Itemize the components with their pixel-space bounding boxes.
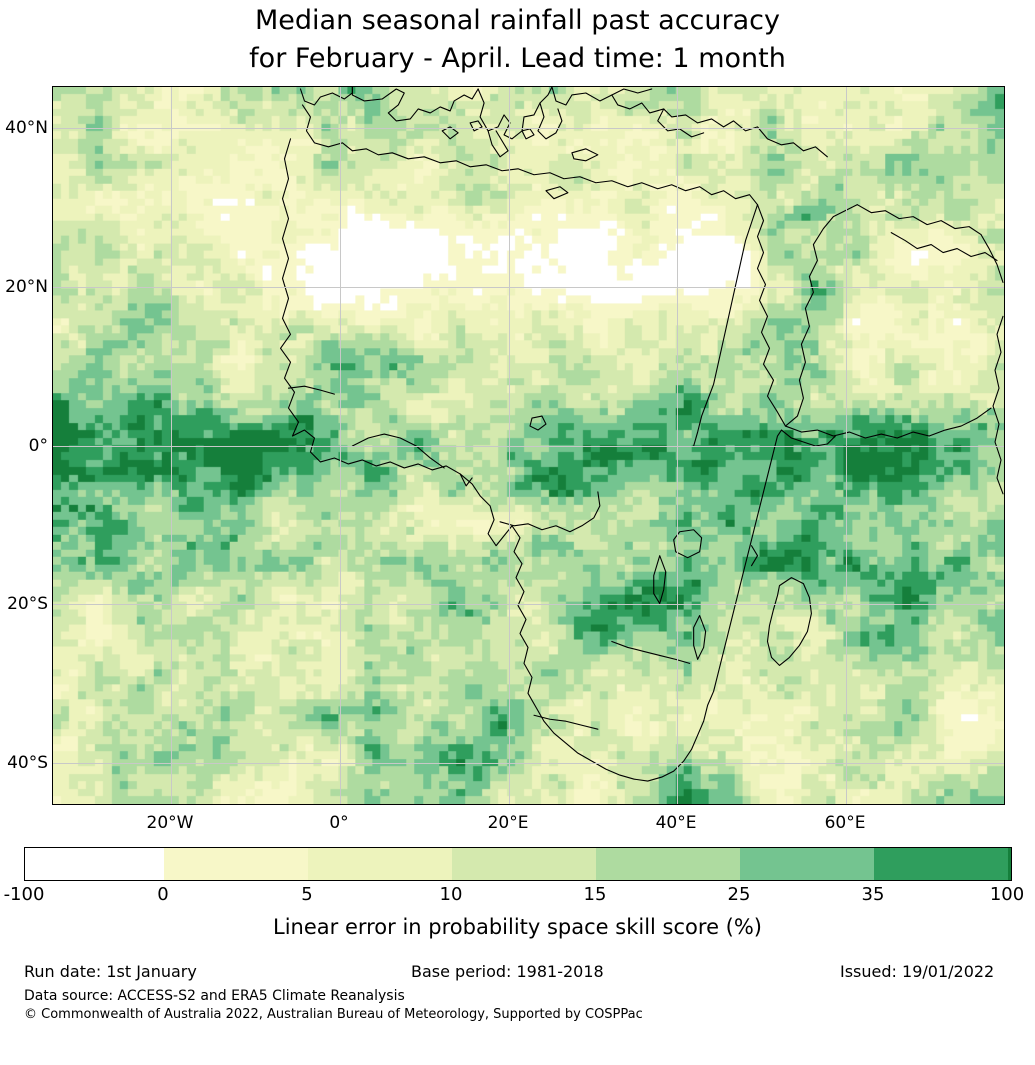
colorbar-tick-neg100: -100 bbox=[3, 884, 45, 905]
title-line-1: Median seasonal rainfall past accuracy bbox=[255, 5, 780, 36]
colorbar-bin-10-15 bbox=[452, 848, 596, 880]
x-tick-label-60E: 60°E bbox=[824, 813, 866, 833]
gridline-40N bbox=[53, 128, 1004, 129]
footer-issued-date: Issued: 19/01/2022 bbox=[840, 962, 995, 981]
gridline-20N bbox=[53, 287, 1004, 288]
title-line-2: for February - April. Lead time: 1 month bbox=[249, 43, 786, 74]
y-tick-label-0: 0° bbox=[28, 436, 48, 456]
gridline-20S bbox=[53, 604, 1004, 605]
colorbar bbox=[24, 847, 1012, 881]
colorbar-tick-5: 5 bbox=[301, 884, 313, 905]
colorbar-bin-15-25 bbox=[596, 848, 740, 880]
footer-base-period: Base period: 1981-2018 bbox=[411, 962, 604, 981]
footer-data-source: Data source: ACCESS-S2 and ERA5 Climate Reanalysis bbox=[24, 988, 405, 1004]
x-tick-label-40E: 40°E bbox=[655, 813, 697, 833]
colorbar-bin-neg100-0 bbox=[25, 848, 164, 880]
colorbar-tick-25: 25 bbox=[727, 884, 751, 905]
footer-copyright: © Commonwealth of Australia 2022, Australian Bureau of Meteorology, Supported by COSPPac bbox=[24, 1007, 643, 1022]
colorbar-tick-100: 100 bbox=[989, 884, 1025, 905]
colorbar-tick-15: 15 bbox=[583, 884, 607, 905]
y-tick-label-40S: 40°S bbox=[7, 753, 48, 773]
colorbar-bin-25-35 bbox=[740, 848, 874, 880]
colorbar-tick-0: 0 bbox=[157, 884, 169, 905]
y-tick-label-20S: 20°S bbox=[7, 594, 48, 614]
colorbar-tick-35: 35 bbox=[861, 884, 885, 905]
colorbar-bin-0-5 bbox=[164, 848, 308, 880]
footer-run-date: Run date: 1st January bbox=[24, 962, 197, 981]
x-tick-label-20W: 20°W bbox=[146, 813, 194, 833]
x-tick-label-20E: 20°E bbox=[487, 813, 529, 833]
map-panel bbox=[52, 86, 1005, 805]
colorbar-bin-end bbox=[1008, 848, 1011, 880]
x-tick-label-0: 0° bbox=[329, 813, 349, 833]
colorbar-caption: Linear error in probability space skill score (%) bbox=[273, 915, 762, 939]
y-tick-label-40N: 40°N bbox=[5, 118, 48, 138]
page-title bbox=[0, 0, 1035, 78]
gridline-0 bbox=[53, 446, 1004, 447]
colorbar-bin-35-100 bbox=[874, 848, 1008, 880]
colorbar-bin-5-10 bbox=[308, 848, 452, 880]
gridline-40S bbox=[53, 763, 1004, 764]
colorbar-tick-10: 10 bbox=[439, 884, 463, 905]
y-tick-label-20N: 20°N bbox=[5, 277, 48, 297]
